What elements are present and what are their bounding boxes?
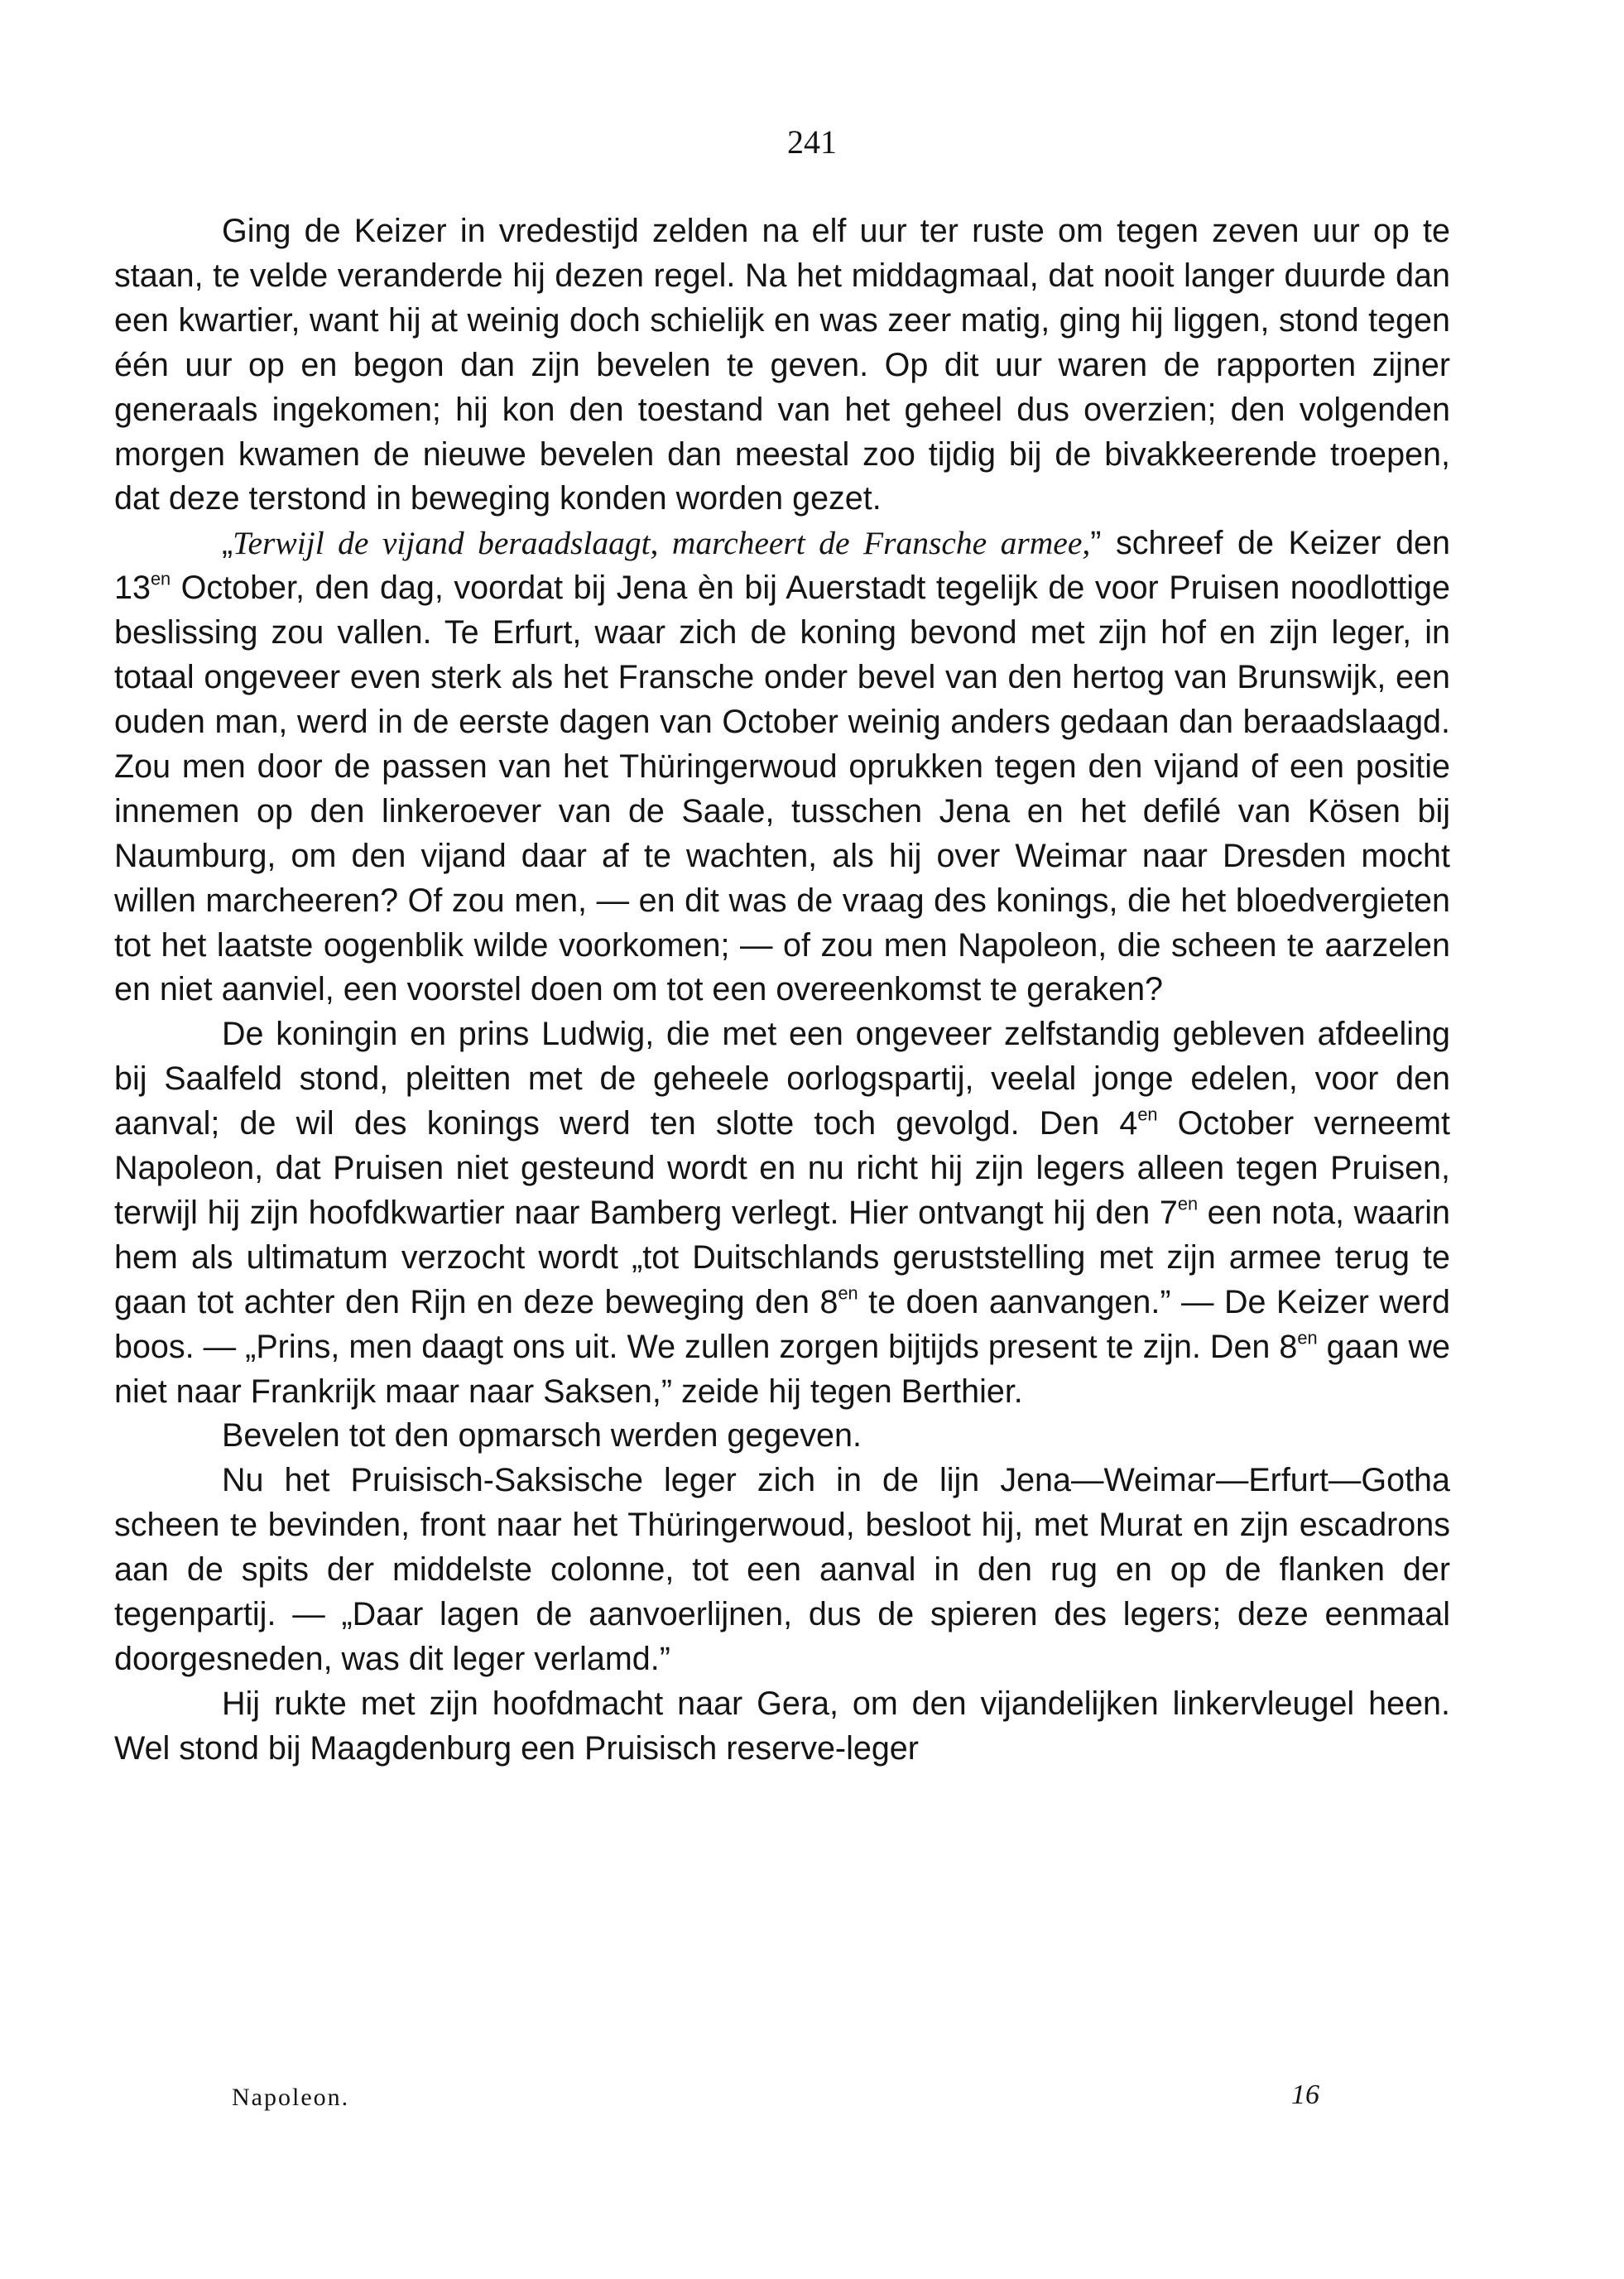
- paragraph-5: [114, 1459, 1450, 1682]
- paragraph-4: [114, 1414, 1450, 1459]
- open-quote: „: [222, 525, 233, 562]
- paragraph-3: [114, 1012, 1450, 1414]
- text-span: Nu het Pruisisch-Saksische leger zich in de lijn Jena—Weimar—Erfurt—Gotha scheen te bevinden, front naar het Thüringerwoud, besloot hij, met Murat en zijn escadrons aan de spits der middelste colonne, tot een aanval in den rug en op de flanken der tegenpartij. — „Daar lagen de aanvoerlijnen, dus de spieren des legers; deze eenmaal doorgesneden, was dit leger verlamd.”: [114, 1462, 1450, 1677]
- paragraph-6: [114, 1682, 1450, 1772]
- superscript: en: [1137, 1103, 1158, 1125]
- text-span: De koningin en prins Ludwig, die met een ongeveer zelfstandig gebleven afdeeling bij Saalfeld stond, pleitten met de geheele oorlogspartij, veelal jonge edelen, voor den aanval; de wil des konings werd ten slotte toch gevolgd. Den 4: [114, 1016, 1450, 1142]
- text-span: gaan we niet naar Frankrijk maar naar Saksen,” zeide hij tegen Berthier.: [114, 1328, 1450, 1410]
- superscript: en: [150, 568, 171, 589]
- text-span: October verneemt Napoleon, dat Pruisen niet gesteund wordt en nu richt hij zijn legers alleen tegen Pruisen, terwijl hij zijn hoofdkwartier naar Bamberg verlegt. Hier ontvangt hij den 7: [114, 1105, 1450, 1231]
- text-span: ” schreef de Keizer den 13: [114, 525, 1450, 607]
- superscript: en: [1297, 1327, 1318, 1349]
- body-text: [114, 209, 1450, 1772]
- footer-signature: 16: [1291, 2079, 1319, 2110]
- text-span: een nota, waarin hem als ultimatum verzocht wordt „tot Duitschlands geruststelling met zijn armee terug te gaan tot achter den Rijn en deze beweging den 8: [114, 1194, 1450, 1320]
- page-number: 241: [787, 123, 837, 161]
- text-span: Bevelen tot den opmarsch werden gegeven.: [222, 1417, 862, 1454]
- footer-title: Napoleon.: [232, 2084, 350, 2111]
- paragraph-2: [114, 522, 1450, 1012]
- superscript: en: [1177, 1193, 1199, 1214]
- text-span: Hij rukte met zijn hoofdmacht naar Gera, om den vijandelijken linkervleugel heen. Wel stond bij Maagdenburg een Pruisisch reserve-leger: [114, 1685, 1450, 1767]
- paragraph-1: [114, 209, 1450, 522]
- superscript: en: [838, 1282, 858, 1304]
- text-span: te doen aanvangen.” — De Keizer werd boos. — „Prins, men daagt ons uit. We zullen zorgen bijtijds present te zijn. Den 8: [114, 1283, 1450, 1365]
- text-span: October, den dag, voordat bij Jena èn bij Auerstadt tegelijk de voor Pruisen noodlottige beslissing zou vallen. Te Erfurt, waar zich de koning bevond met zijn hof en zijn leger, in totaal ongeveer even sterk als het Fransche onder bevel van den hertog van Brunswijk, een ouden man, werd in de eerste dagen van October weinig anders gedaan dan beraadslaagd. Zou men door de passen van het Thüringerwoud oprukken tegen den vijand of een positie innemen op den linkeroever van de Saale, tusschen Jena en het defilé van Kösen bij Naumburg, om den vijand daar af te wachten, als hij over Weimar naar Dresden mocht willen marcheeren? Of zou men, — en dit was de vraag des konings, die het bloedvergieten tot het laatste oogenblik wilde voorkomen; — of zou men Napoleon, die scheen te aarzelen en niet aanviel, een voorstel doen om tot een overeenkomst te geraken?: [114, 570, 1450, 1008]
- text-span: Ging de Keizer in vredestijd zelden na elf uur ter ruste om tegen zeven uur op te staan, te velde veranderde hij dezen regel. Na het middagmaal, dat nooit langer duurde dan een kwartier, want hij at weinig doch schielijk en was zeer matig, ging hij liggen, stond tegen één uur op en begon dan zijn bevelen te geven. Op dit uur waren de rapporten zijner generaals ingekomen; hij kon den toestand van het geheel dus overzien; den volgenden morgen kwamen de nieuwe bevelen dan meestal zoo tijdig bij de bivakkeerende troepen, dat deze terstond in beweging konden worden gezet.: [114, 213, 1450, 517]
- italic-quote: Terwijl de vijand beraadslaagt, marcheert de Fransche armee,: [233, 525, 1091, 562]
